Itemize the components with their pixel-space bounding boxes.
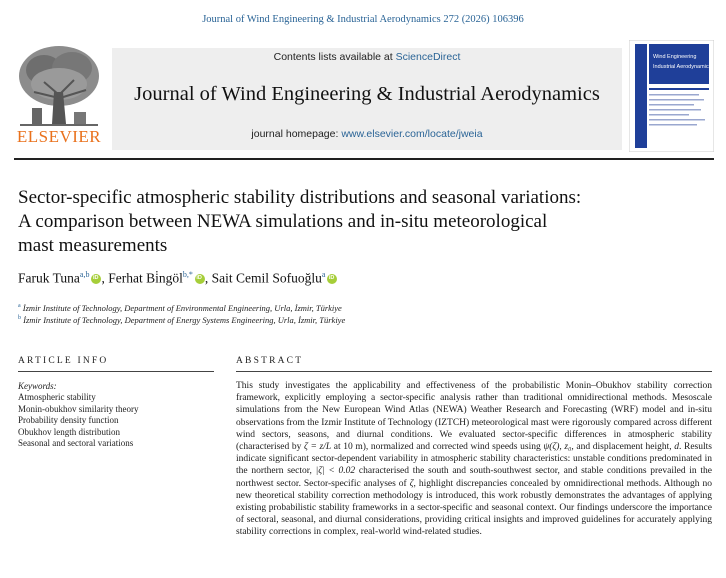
- abstract-text: , highlight discrepancies concealed by omnidirectional methods. Although no new theoretical stability correction methodology is introduced, this work robustly demonstrates the advantages of applying existing probabilistic stability frameworks in a sector-specific and seasonal context. Our findings underscore the importance of sectoral, seasonal, and diurnal considerations, providing critical insights and improved guidelines for accurately applying stability corrections in complex, real-world wind-related studies.: [236, 478, 713, 538]
- zeta-symbol: ζ: [409, 478, 414, 489]
- keyword-item: Atmospheric stability: [18, 392, 96, 402]
- keyword-item: Seasonal and sectoral variations: [18, 438, 134, 448]
- cover-title-line-1: Wind Engineering: [653, 54, 697, 60]
- author-affiliation-marker[interactable]: b,*: [182, 270, 193, 279]
- title-line-3: mast measurements: [18, 235, 168, 256]
- title-line-2: A comparison between NEWA simulations and in-situ meteorological: [18, 211, 548, 232]
- displacement-height: d: [674, 442, 679, 453]
- abstract-text: ,: [559, 442, 565, 453]
- header-divider: [14, 158, 714, 160]
- contents-prefix: Contents lists available at: [273, 51, 396, 63]
- cover-title-line-2: Industrial Aerodynamics: [653, 64, 712, 70]
- article-title: [18, 186, 708, 258]
- author-name[interactable]: Faruk Tuna: [18, 270, 80, 286]
- affiliation-text: İzmir Institute of Technology, Department of Energy Systems Engineering, Urla, İzmir, Türkiye: [23, 315, 346, 325]
- affiliation-marker: a: [18, 303, 21, 310]
- zeta-equation: ζ = z/L: [304, 442, 332, 453]
- journal-header: [14, 40, 714, 152]
- journal-title: Journal of Wind Engineering & Industrial Aerodynamics: [134, 83, 600, 105]
- author-name[interactable]: Sait Cemil Sofuoğlu: [211, 270, 322, 286]
- homepage-link[interactable]: www.elsevier.com/locate/jweia: [341, 128, 483, 140]
- contents-available-line: [112, 51, 622, 63]
- article-info-rule: [18, 371, 214, 372]
- affiliation-text: İzmir Institute of Technology, Department of Environmental Engineering, Urla, İzmir, Türkiye: [22, 303, 342, 313]
- sciencedirect-link[interactable]: ScienceDirect: [395, 51, 461, 63]
- journal-homepage-line: [112, 128, 622, 140]
- keyword-item: Probability density function: [18, 415, 119, 425]
- keywords-list: [18, 392, 208, 450]
- orcid-icon[interactable]: [327, 274, 337, 284]
- author-name[interactable]: Ferhat Bi̇ngöl: [108, 270, 183, 286]
- journal-citation[interactable]: Journal of Wind Engineering & Industrial Aerodynamics 272 (2026) 106396: [202, 14, 524, 25]
- author-list: Faruk Tuna$^{a,b}$iD , Ferhat Bi̇ngöl$^{b,*}$iD , Sait Cemil Sofuoğlu$^a$iD: [18, 270, 708, 287]
- keyword-item: Obukhov length distribution: [18, 426, 120, 437]
- abstract-text: This study investigates the applicability and effectiveness of the probabilistic Monin–Obukhov stability correction framework, explicitly employing a sector-specific analysis rather than traditional omnidirectional methods. Mesoscale simulations from the New European Wind Atlas (NEWA) Weather Research and Forecasting (WRF) model and in-situ observations from the Izmir Institute of Technology (IZTCH) meteorological mast were rigorously compared across different wind sectors, seasons, and diurnal conditions. We evaluated sector-specific differences in atmospheric stability (characterised by: [236, 381, 712, 453]
- abstract-text: , and displacement height,: [571, 442, 675, 453]
- journal-cover-thumbnail[interactable]: [629, 40, 714, 152]
- roughness-length: z₀: [564, 442, 572, 453]
- psi-function: ψ(ζ): [543, 442, 560, 453]
- keywords-label: Keywords:: [18, 381, 57, 391]
- abstract-text: at 10 m), normalized and corrected wind speeds using: [331, 442, 544, 453]
- orcid-icon[interactable]: [91, 274, 101, 284]
- article-info-heading: ARTICLE INFO: [18, 356, 109, 366]
- journal-banner: [112, 48, 622, 150]
- affiliation-b: [18, 315, 618, 325]
- abstract-rule: [236, 371, 712, 372]
- homepage-prefix: journal homepage:: [251, 128, 342, 140]
- orcid-icon[interactable]: [195, 274, 205, 284]
- abstract-body: [236, 380, 712, 539]
- abstract-text: characterised the south and south-southwest sector, and stable conditions prevailed in the northwest sector. Sector-specific analyses of: [236, 466, 713, 489]
- abs-zeta-condition: |ζ| < 0.02: [315, 466, 356, 477]
- keyword-item: Monin-obukhov similarity theory: [18, 403, 139, 414]
- affiliation-a: [18, 303, 618, 313]
- author-affiliation-marker[interactable]: a,b: [79, 270, 90, 279]
- affiliation-marker: b: [18, 315, 21, 322]
- title-line-1: Sector-specific atmospheric stability distributions and seasonal variations:: [18, 187, 582, 208]
- abstract-text: . Results indicate significant sector-dependent variability in atmospheric stability characteristics: unstable conditions predominated in the northern sector,: [236, 442, 712, 477]
- abstract-heading: ABSTRACT: [236, 356, 304, 366]
- author-affiliation-marker[interactable]: a: [321, 270, 326, 279]
- elsevier-wordmark: ELSEVIER: [16, 127, 102, 146]
